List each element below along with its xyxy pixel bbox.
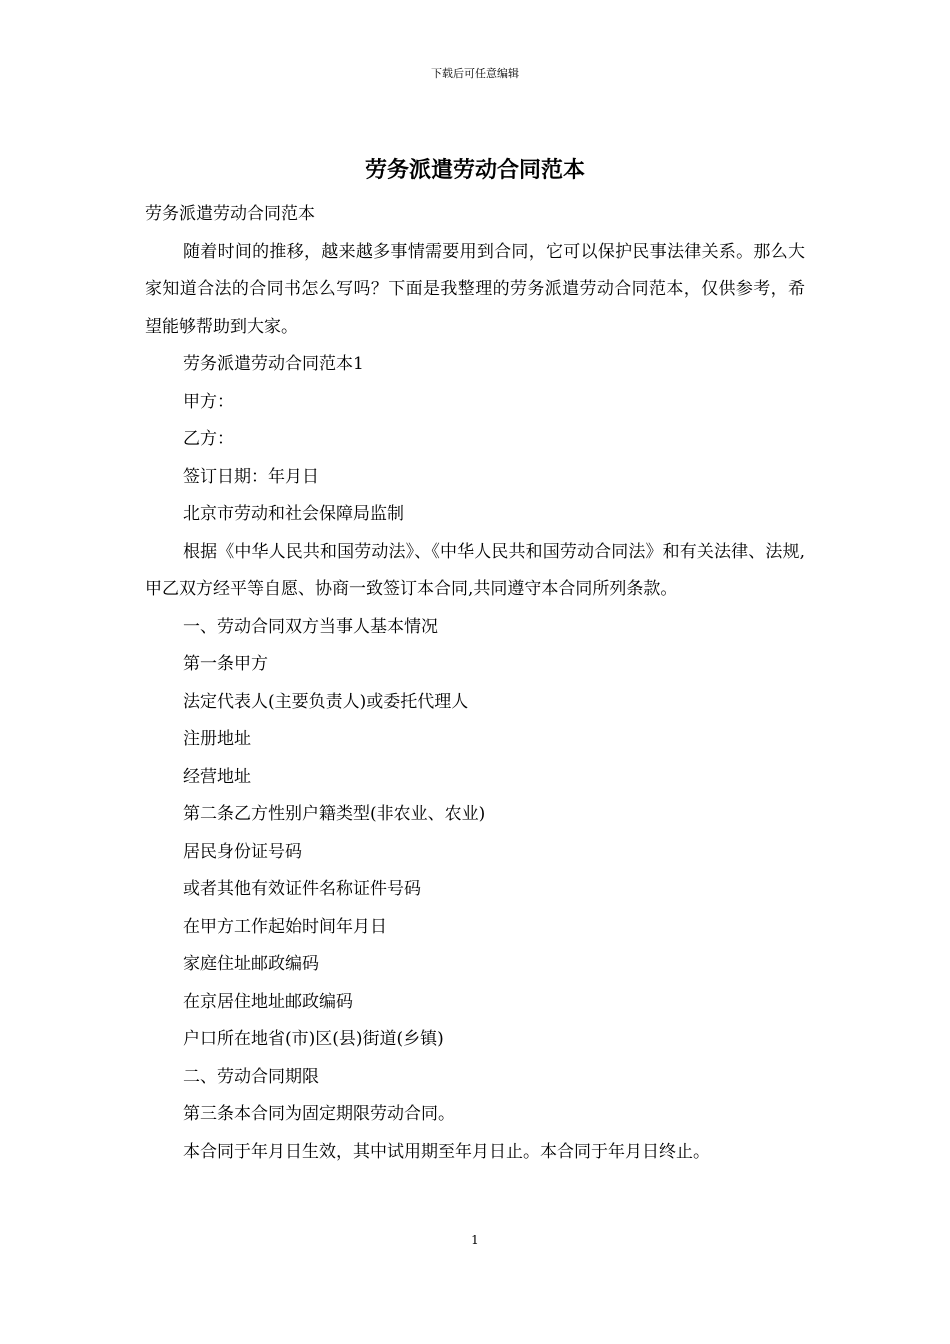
- field-start-date: 在甲方工作起始时间年月日: [183, 916, 387, 937]
- field-business-address: 经营地址: [183, 766, 251, 787]
- line-contract-number: 劳务派遣劳动合同范本1: [183, 354, 364, 374]
- field-hukou: 户口所在地省(市)区(县)街道(乡镇): [183, 1029, 444, 1049]
- line-sign-date: 签订日期：年月日: [183, 466, 319, 487]
- section-heading-1: 一、劳动合同双方当事人基本情况: [183, 616, 438, 637]
- field-id-number: 居民身份证号码: [183, 841, 302, 862]
- field-beijing-address: 在京居住地址邮政编码: [183, 991, 353, 1012]
- article-1: 第一条甲方: [183, 654, 268, 674]
- basis-paragraph: 根据《中华人民共和国劳动法》、《中华人民共和国劳动合同法》和有关法律、法规,甲乙双方经平等自愿、协商一致签订本合同,共同遵守本合同所列条款。: [145, 541, 805, 599]
- field-legal-rep: 法定代表人(主要负责人)或委托代理人: [183, 691, 469, 712]
- document-subtitle: 劳务派遣劳动合同范本: [145, 204, 315, 224]
- contract-term-line: 本合同于年月日生效，其中试用期至年月日止。本合同于年月日终止。: [183, 1141, 710, 1162]
- field-home-address: 家庭住址邮政编码: [183, 954, 319, 974]
- page-header: 下载后可任意编辑: [431, 67, 519, 80]
- line-supervisor: 北京市劳动和社会保障局监制: [183, 504, 404, 524]
- article-2: 第二条乙方性别户籍类型(非农业、农业): [183, 804, 486, 824]
- intro-paragraph: 随着时间的推移，越来越多事情需要用到合同，它可以保护民事法律关系。那么大家知道合法的合同书怎么写吗？下面是我整理的劳务派遣劳动合同范本，仅供参考，希望能够帮助到大家。: [145, 241, 805, 337]
- line-party-b: 乙方：: [183, 429, 234, 449]
- document-body: [145, 196, 805, 1171]
- section-heading-2: 二、劳动合同期限: [183, 1066, 319, 1087]
- line-party-a: 甲方：: [183, 391, 234, 412]
- field-registered-address: 注册地址: [183, 729, 251, 749]
- page-number: 1: [471, 1233, 479, 1247]
- field-other-id: 或者其他有效证件名称证件号码: [183, 879, 421, 899]
- document-title: 劳务派遣劳动合同范本: [364, 157, 585, 183]
- article-3: 第三条本合同为固定期限劳动合同。: [183, 1104, 455, 1124]
